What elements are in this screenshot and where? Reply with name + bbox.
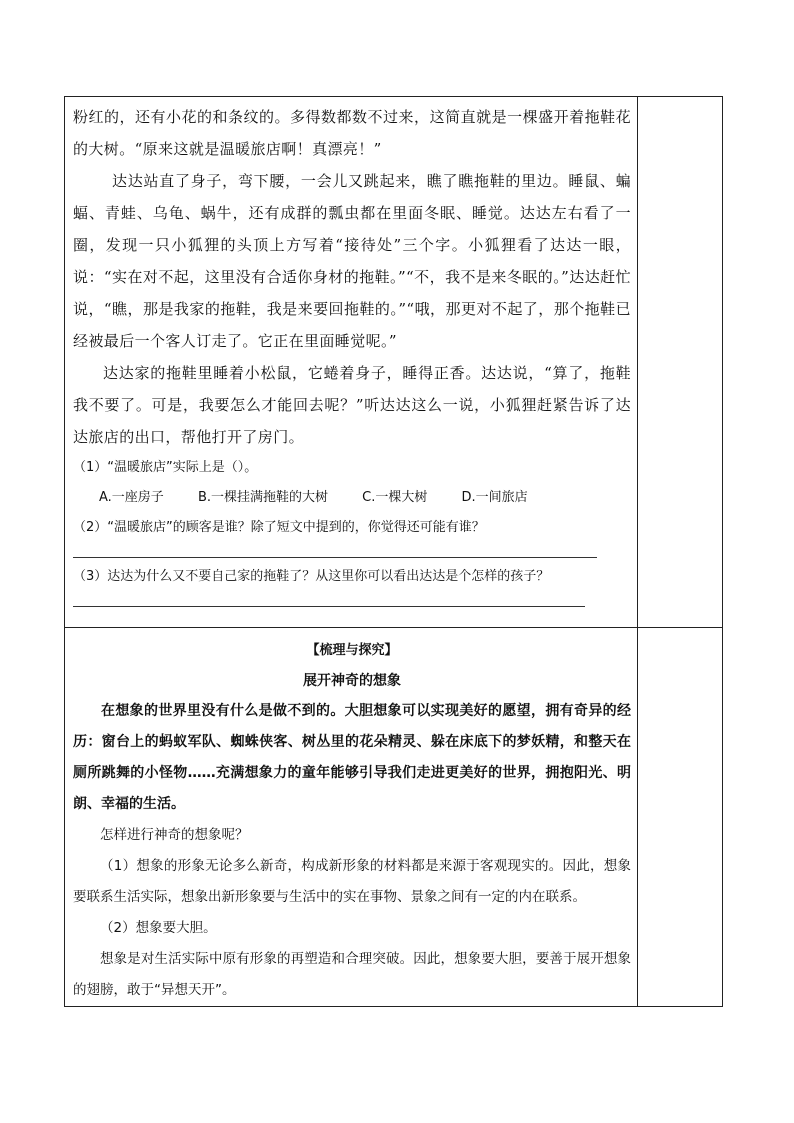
explore-cell (65, 628, 638, 1007)
option-b: B.一棵挂满拖鞋的大树 (197, 490, 329, 505)
worksheet-table (64, 96, 723, 1007)
question-1-options (73, 483, 631, 513)
reading-row (65, 97, 723, 628)
question-1: （1）“温暖旅店”实际上是（）。 (73, 460, 258, 475)
story-text (73, 101, 631, 453)
option-c: C.一棵大树 (362, 490, 428, 505)
answer-line-2[interactable] (73, 543, 597, 558)
point-2-detail: 想象是对生活实际中原有形象的再塑造和合理突破。因此，想象要大胆，要善于展开想象的翅膀，敢于“异想天开”。 (73, 951, 631, 998)
story-paragraph-2: 达达站直了身子，弯下腰，一会儿又跳起来，瞧了瞧拖鞋的里边。睡鼠、蝙蝠、青蛙、乌龟、蜗牛，还有成群的瓢虫都在里面冬眠、睡觉。达达左右看了一圈，发现一只小狐狸的头顶上方写着“接待处”三个字。小狐狸看了达达一眼，说：“实在对不起，这里没有合适你身材的拖鞋。”“不，我不是来冬眠的。”达达赶忙说，“瞧，那是我家的拖鞋，我是来要回拖鞋的。”“哦，那更对不起了，那个拖鞋已经被最后一个客人订走了。它正在里面睡觉呢。” (73, 172, 631, 350)
how-question: 怎样进行神奇的想象呢？ (100, 827, 249, 843)
answer-line-3[interactable] (73, 592, 585, 607)
point-2: （2）想象要大胆。 (100, 920, 217, 936)
explore-row (65, 628, 723, 1007)
question-3: （3）达达为什么又不要自己家的拖鞋了？从这里你可以看出达达是个怎样的孩子？ (73, 569, 550, 584)
option-d: D.一间旅店 (461, 490, 528, 505)
section-title: 【梳理与探究】 (306, 643, 398, 658)
notes-cell-2 (638, 628, 723, 1007)
reading-cell (65, 97, 638, 628)
option-a: A.一座房子 (99, 490, 164, 505)
intro-paragraph: 在想象的世界里没有什么是做不到的。大胆想象可以实现美好的愿望，拥有奇异的经历：窗台上的蚂蚁军队、蜘蛛侠客、树丛里的花朵精灵、躲在床底下的梦妖精，和整天在厕所跳舞的小怪物……充满想象力的童年能够引导我们走进更美好的世界，拥抱阳光、明朗、幸福的生活。 (73, 703, 631, 812)
story-paragraph-3: 达达家的拖鞋里睡着小松鼠，它蜷着身子，睡得正香。达达说，“算了，拖鞋我不要了。可是，我要怎么才能回去呢？”听达达这么一说，小狐狸赶紧告诉了达达旅店的出口，帮他打开了房门。 (73, 364, 631, 446)
section-subtitle: 展开神奇的想象 (303, 673, 401, 689)
story-paragraph-1: 粉红的，还有小花的和条纹的。多得数都数不过来，这简直就是一棵盛开着拖鞋花的大树。“原来这就是温暖旅店啊！真漂亮！” (73, 108, 631, 158)
point-1: （1）想象的形象无论多么新奇，构成新形象的材料都是来源于客观现实的。因此，想象要联系生活实际，想象出新形象要与生活中的实在事物、景象之间有一定的内在联系。 (73, 858, 631, 905)
notes-cell-1 (638, 97, 723, 628)
question-2: （2）“温暖旅店”的顾客是谁？除了短文中提到的，你觉得还可能有谁？ (73, 520, 485, 535)
